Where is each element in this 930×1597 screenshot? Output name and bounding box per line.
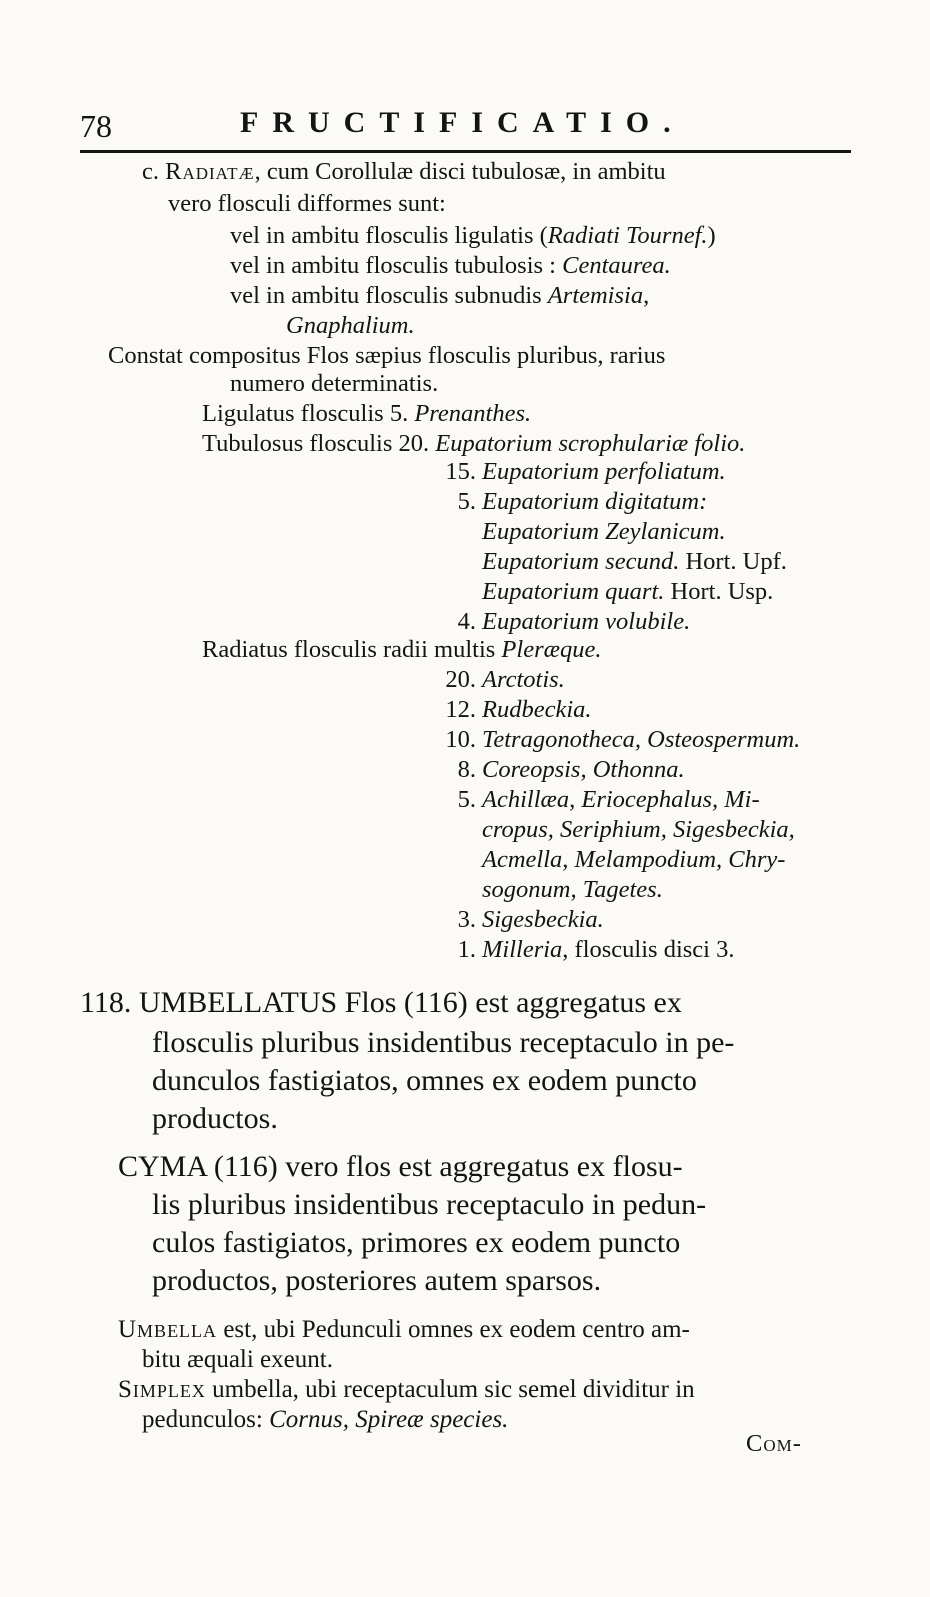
list-item: Eupatorium secund. Hort. Upf.	[482, 548, 787, 575]
radiatus-rows	[424, 666, 800, 966]
radiatus-line: Radiatus flosculis radii multis Pleræque.	[202, 636, 602, 663]
list-item: 10. Tetragonotheca, Osteospermum.	[445, 726, 801, 753]
list-item: 4. Eupatorium volubile.	[457, 608, 691, 635]
umbellatus-line-2: flosculis pluribus insidentibus receptaculo in pe-	[152, 1026, 735, 1059]
cyma-line-4: productos, posteriores autem sparsos.	[152, 1264, 602, 1297]
list-item: 5. Eupatorium digitatum:	[457, 488, 708, 515]
ligulatus-line: Ligulatus flosculis 5. Prenanthes.	[202, 400, 532, 427]
list-item: sogonum, Tagetes.	[482, 876, 663, 903]
umbella-term: Umbella	[118, 1316, 218, 1343]
radiatae-line-1: c. Radiatæ, cum Corollulæ disci tubulosæ, in ambitu	[142, 158, 666, 185]
cyma-line-2: lis pluribus insidentibus receptaculo in pedun-	[152, 1188, 707, 1221]
umbellatus-line-3: dunculos fastigiatos, omnes ex eodem puncto	[152, 1064, 697, 1097]
running-title: FRUCTIFICATIO.	[240, 106, 685, 139]
tubulosus-rows	[424, 458, 787, 638]
header-rule	[80, 150, 851, 153]
simplex-term: Simplex	[118, 1376, 206, 1403]
list-item: Acmella, Melampodium, Chry-	[482, 846, 786, 873]
umbellatus-line-1: 118. UMBELLATUS Flos (116) est aggregatus ex	[80, 986, 682, 1019]
umbella-line-1: Umbella est, ubi Pedunculi omnes ex eodem centro am-	[118, 1316, 690, 1343]
constat-line-2: numero determinatis.	[230, 370, 439, 397]
list-item: Eupatorium Zeylanicum.	[482, 518, 726, 545]
list-item: 15. Eupatorium perfoliatum.	[445, 458, 726, 485]
list-item: 12. Rudbeckia.	[445, 696, 592, 723]
radiatae-term: Radiatæ	[165, 158, 255, 185]
simplex-line-2: pedunculos: Cornus, Spireæ species.	[142, 1406, 509, 1433]
simplex-line-1: Simplex umbella, ubi receptaculum sic semel dividitur in	[118, 1376, 695, 1403]
list-item: Eupatorium quart. Hort. Usp.	[482, 578, 774, 605]
catchword: Com-	[746, 1430, 802, 1457]
radiatae-line-5: vel in ambitu flosculis subnudis Artemisia,	[230, 282, 650, 309]
cyma-line-1: CYMA (116) vero flos est aggregatus ex flosu-	[118, 1150, 683, 1183]
umbella-line-2: bitu æquali exeunt.	[142, 1346, 333, 1373]
radiatae-line-4: vel in ambitu flosculis tubulosis : Centaurea.	[230, 252, 671, 279]
list-item: 20. Arctotis.	[445, 666, 565, 693]
umbellatus-line-4: productos.	[152, 1102, 278, 1135]
tubulosus-line: Tubulosus flosculis 20. Eupatorium scrophulariæ folio.	[202, 430, 746, 457]
radiatae-line-6: Gnaphalium.	[286, 312, 415, 339]
cyma-line-3: culos fastigiatos, primores ex eodem puncto	[152, 1226, 681, 1259]
list-item: 1. Milleria, flosculis disci 3.	[457, 936, 735, 963]
list-item: 5. Achillæa, Eriocephalus, Mi-	[457, 786, 760, 813]
radiatae-line-3: vel in ambitu flosculis ligulatis (Radiati Tournef.)	[230, 222, 716, 249]
page-number: 78	[80, 108, 112, 144]
constat-line-1: Constat compositus Flos sæpius flosculis pluribus, rarius	[108, 342, 666, 369]
list-item: 3. Sigesbeckia.	[457, 906, 604, 933]
list-item: 8. Coreopsis, Othonna.	[457, 756, 685, 783]
list-item: cropus, Seriphium, Sigesbeckia,	[482, 816, 795, 843]
radiatae-line-2: vero flosculi difformes sunt:	[168, 190, 446, 217]
